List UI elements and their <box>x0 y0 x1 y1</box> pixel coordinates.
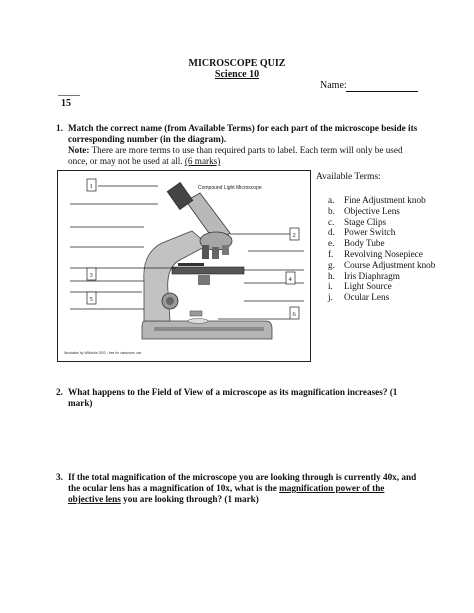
objective-lens-1 <box>202 245 209 259</box>
term-text: Stage Clips <box>344 216 387 227</box>
term-item <box>328 227 438 238</box>
term-letter: a. <box>328 195 335 205</box>
question-2 <box>56 387 420 409</box>
term-letter: f. <box>328 248 334 259</box>
label-number-1: 1 <box>89 183 93 190</box>
question-1-text: Match the correct name (from Available Terms) for each part of the microscope beside its corresponding number (in the diagram). <box>68 123 418 144</box>
question-3 <box>56 472 418 505</box>
term-letter: c. <box>328 216 335 227</box>
diagram-credit: Illustration by WMahrle 2002 - free for classroom use <box>64 351 142 355</box>
diagram-caption: Compound Light Microscope <box>198 185 262 191</box>
question-1 <box>56 123 420 167</box>
term-item <box>328 281 438 292</box>
question-1-number: 1. <box>56 123 63 133</box>
question-2-text: What happens to the Field of View of a microscope as its magnification increases? (1 mark) <box>68 387 398 408</box>
term-text: Revolving Nosepiece <box>344 248 423 259</box>
base-shadow <box>154 327 264 331</box>
question-3-text-after: you are looking through? (1 mark) <box>120 494 259 504</box>
question-2-number: 2. <box>56 387 63 397</box>
name-label: Name: <box>320 80 347 91</box>
term-item <box>328 292 438 303</box>
objective-lens-2 <box>212 247 219 259</box>
score-blank-line <box>58 95 80 96</box>
term-letter: j. <box>328 292 333 303</box>
term-text: Body Tube <box>344 238 385 249</box>
question-3-number: 3. <box>56 472 63 482</box>
term-letter: h. <box>328 270 335 281</box>
microscope-illustration <box>58 171 310 361</box>
term-item <box>328 238 438 249</box>
label-number-4: 4 <box>288 276 292 283</box>
term-text: Iris Diaphragm <box>344 270 400 281</box>
available-terms-list <box>328 195 438 303</box>
label-number-5: 5 <box>89 296 93 303</box>
quiz-subtitle: Science 10 <box>214 69 260 80</box>
name-blank-line[interactable] <box>346 91 418 92</box>
stage-clip <box>178 263 204 266</box>
question-1-note-label: Note: <box>68 145 90 155</box>
term-text: Power Switch <box>344 227 396 238</box>
light-source <box>188 319 208 324</box>
term-letter: e. <box>328 238 335 249</box>
term-text: Course Adjustment knob <box>344 259 436 270</box>
question-3-underlined: magnification power of the objective lens <box>68 483 385 504</box>
iris-diaphragm <box>198 275 210 285</box>
quiz-title: MICROSCOPE QUIZ <box>188 58 286 69</box>
label-number-2: 2 <box>292 232 296 239</box>
term-text: Light Source <box>344 281 392 292</box>
question-3-text-before: If the total magnification of the microscope you are looking through is currently 40x, and the ocular lens has a magnification of 10x, what is the <box>68 472 417 493</box>
term-letter: d. <box>328 227 335 238</box>
microscope-diagram <box>57 170 311 362</box>
term-letter: g. <box>328 259 335 270</box>
total-score: 15 <box>61 98 71 109</box>
term-item <box>328 249 438 260</box>
question-1-note-text: There are more terms to use than required parts to label. Each term will only be used once, or may not be used at all. <box>68 145 403 166</box>
microscope-stage <box>172 267 244 274</box>
term-text: Fine Adjustment knob <box>344 195 426 205</box>
term-letter: b. <box>328 205 335 216</box>
term-item <box>328 217 438 228</box>
power-switch <box>190 311 202 316</box>
term-text: Objective Lens <box>344 205 400 216</box>
term-text: Ocular Lens <box>344 292 390 303</box>
term-item <box>328 206 438 217</box>
term-item <box>328 195 438 206</box>
fine-knob <box>166 297 174 305</box>
term-item <box>328 260 438 271</box>
label-number-3: 3 <box>89 272 93 279</box>
term-letter: i. <box>328 281 333 292</box>
available-terms-heading: Available Terms: <box>316 172 381 182</box>
label-number-6: 6 <box>292 311 296 318</box>
term-item <box>328 271 438 282</box>
objective-lens-3 <box>222 245 229 255</box>
question-1-marks: (6 marks) <box>184 156 221 166</box>
